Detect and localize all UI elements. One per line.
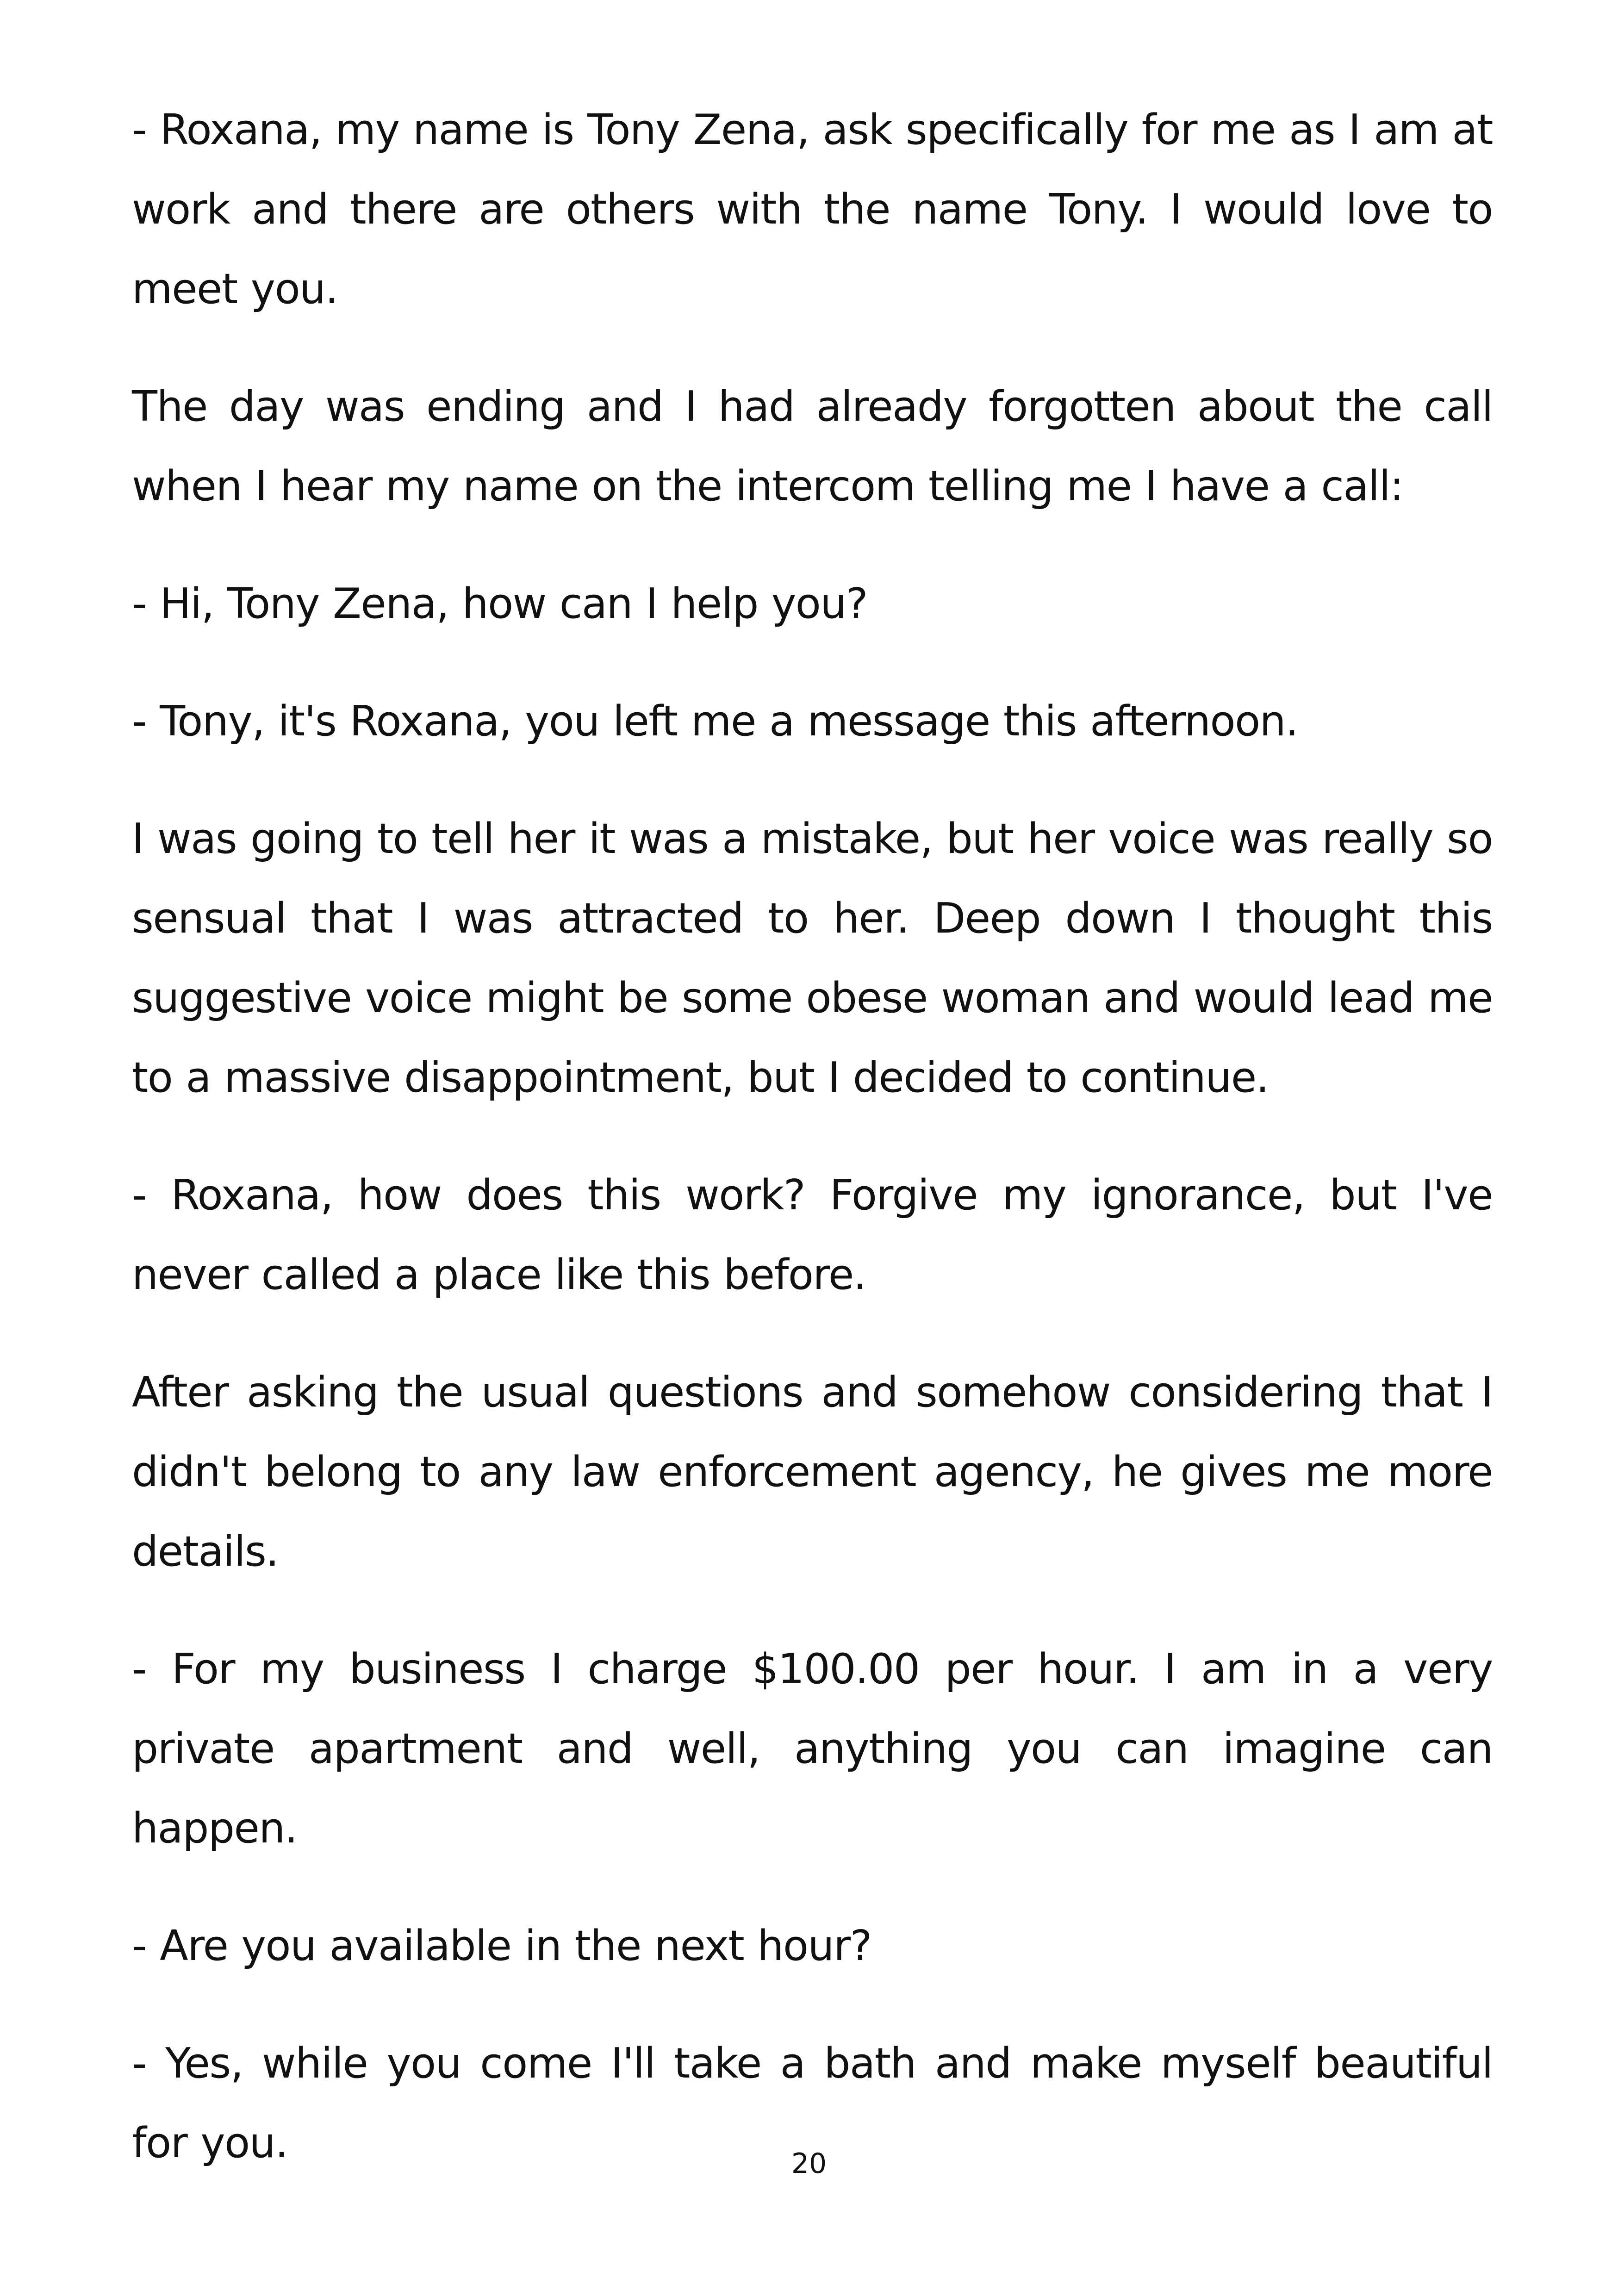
paragraph: I was going to tell her it was a mistake, but her voice was really so sensual that I was attracted to her. Deep down I thought this suggestive voice might be some obese woman and would lead me to a massive disappointment, but I decided to continue. — [132, 815, 1493, 1102]
paragraph: - Are you available in the next hour? — [132, 1922, 871, 1970]
paragraph: - For my business I charge $100.00 per hour. I am in a very private apartment and well, anything you can imagine can happen. — [132, 1645, 1493, 1853]
page-number: 20 — [791, 2147, 827, 2180]
paragraph: The day was ending and I had already forgotten about the call when I hear my name on the intercom telling me I have a call: — [132, 382, 1493, 510]
page-body — [132, 90, 1493, 2221]
paragraph: - Roxana, how does this work? Forgive my ignorance, but I've never called a place like this before. — [132, 1171, 1493, 1299]
paragraph: - Yes, while you come I'll take a bath and make myself beautiful for you. — [132, 2039, 1493, 2167]
paragraph: - Roxana, my name is Tony Zena, ask specifically for me as I am at work and there are others with the name Tony. I would love to meet you. — [132, 106, 1493, 313]
paragraph: - Hi, Tony Zena, how can I help you? — [132, 579, 868, 628]
paragraph: After asking the usual questions and somehow considering that I didn't belong to any law enforcement agency, he gives me more details. — [132, 1368, 1493, 1576]
paragraph: - Tony, it's Roxana, you left me a message this afternoon. — [132, 697, 1298, 746]
